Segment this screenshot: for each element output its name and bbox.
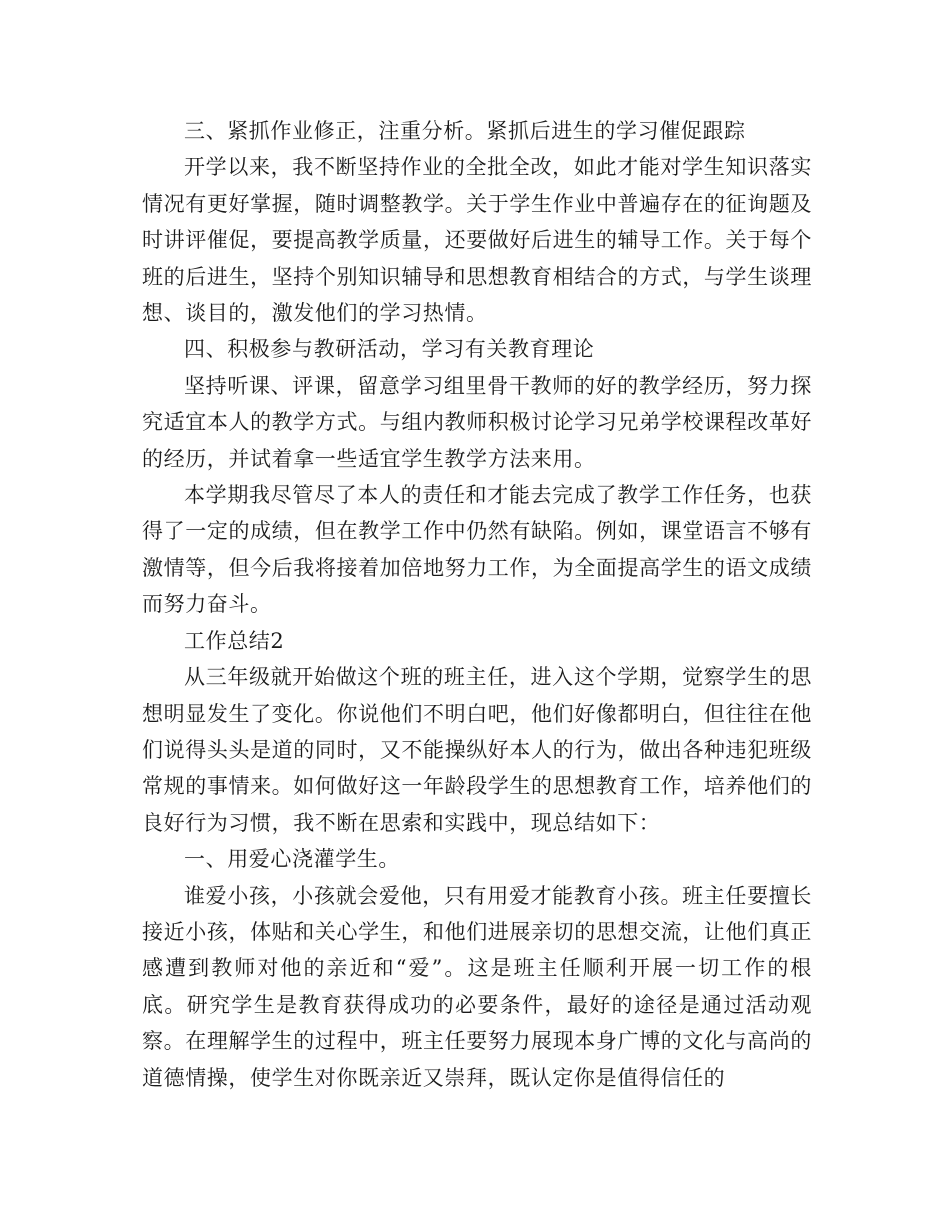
section-heading-4: 四、积极参与教研活动，学习有关教育理论 <box>184 337 595 362</box>
summary-title-2: 工作总结2 <box>184 628 285 653</box>
paragraph-homework: 开学以来，我不断坚持作业的全批全改，如此才能对学生知识落实情况有更好掌握，随时调整教学。关于学生作业中普遍存在的征询题及时讲评催促，要提高教学质量，还要做好后进生的辅导工作。关于每个班的后进生，坚持个别知识辅导和思想教育相结合的方式，与学生谈理想、谈目的，激发他们的学习热情。 <box>142 155 812 326</box>
paragraph-love-students: 谁爱小孩，小孩就会爱他，只有用爱才能教育小孩。班主任要擅长接近小孩，体贴和关心学生，和他们进展亲切的思想交流，让他们真正感遭到教师对他的亲近和“爱”。这是班主任顺利开展一切工作的根底。研究学生是教育获得成功的必要条件，最好的途径是通过活动观察。在理解学生的过程中，班主任要努力展现本身广博的文化与高尚的道德情操，使学生对你既亲近又崇拜，既认定你是值得信任的 <box>142 883 812 1090</box>
paragraph-teaching-research: 坚持听课、评课，留意学习组里骨干教师的好的教学经历，努力探究适宜本人的教学方式。与组内教师积极讨论学习兄弟学校课程改革好的经历，并试着拿一些适宜学生教学方法来用。 <box>142 373 812 471</box>
paragraph-semester-summary: 本学期我尽管尽了本人的责任和才能去完成了教学工作任务，也获得了一定的成绩，但在教学工作中仍然有缺陷。例如，课堂语言不够有激情等，但今后我将接着加倍地努力工作，为全面提高学生的语文成绩而努力奋斗。 <box>142 483 812 617</box>
paragraph-class-teacher-intro: 从三年级就开始做这个班的班主任，进入这个学期，觉察学生的思想明显发生了变化。你说他们不明白吧，他们好像都明白，但往往在他们说得头头是道的同时，又不能操纵好本人的行为，做出各种违犯班级常规的事情来。如何做好这一年龄段学生的思想教育工作，培养他们的良好行为习惯，我不断在思索和实践中，现总结如下： <box>142 665 812 835</box>
document-body <box>142 113 812 1096</box>
section-heading-1: 一、用爱心浇灌学生。 <box>184 847 400 872</box>
section-heading-3: 三、紧抓作业修正，注重分析。紧抓后进生的学习催促跟踪 <box>184 119 746 143</box>
